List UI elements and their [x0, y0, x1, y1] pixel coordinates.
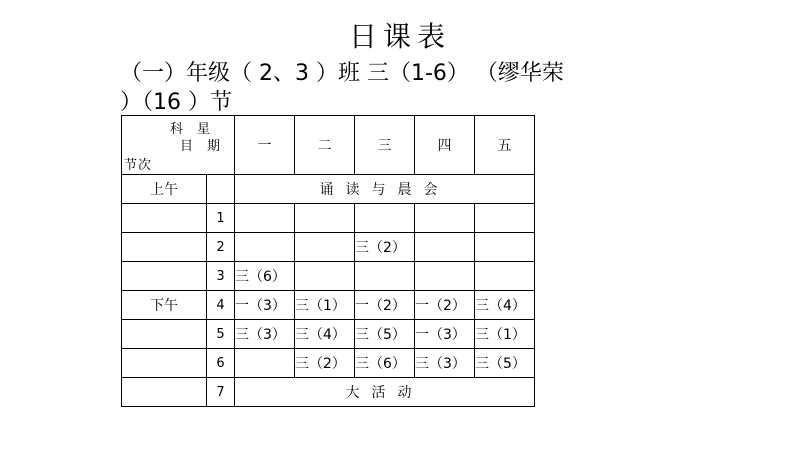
table-row [122, 349, 535, 378]
period-number-cell [207, 175, 235, 204]
class-cell: 三（3） [415, 349, 475, 378]
period-number: 3 [207, 262, 235, 291]
morning-row [122, 175, 535, 204]
class-cell [295, 204, 355, 233]
class-cell: 一（3） [235, 291, 295, 320]
corner-header-cell [122, 116, 235, 175]
section-label [122, 262, 207, 291]
period-number: 2 [207, 233, 235, 262]
day-header-thu: 四 [415, 116, 475, 175]
class-cell: 三（1） [295, 291, 355, 320]
section-label [122, 320, 207, 349]
period-number: 1 [207, 204, 235, 233]
table-row [122, 204, 535, 233]
class-cell [295, 262, 355, 291]
class-cell: 三（2） [295, 349, 355, 378]
class-cell [235, 233, 295, 262]
day-header-fri: 五 [475, 116, 535, 175]
table-row [122, 320, 535, 349]
table-row [122, 262, 535, 291]
section-label [122, 378, 207, 407]
class-cell: 三（3） [235, 320, 295, 349]
section-label [122, 349, 207, 378]
table-row [122, 291, 535, 320]
class-cell: 一（2） [415, 291, 475, 320]
class-cell [415, 204, 475, 233]
section-label [122, 204, 207, 233]
class-cell [235, 349, 295, 378]
corner-label-subject-weekday: 科星 [169, 122, 224, 137]
class-cell: 三（6） [235, 262, 295, 291]
day-header-wed: 三 [355, 116, 415, 175]
day-header-tue: 二 [295, 116, 355, 175]
period-number: 7 [207, 378, 235, 407]
class-cell: 三（4） [295, 320, 355, 349]
class-cell: 三（2） [355, 233, 415, 262]
class-cell [475, 204, 535, 233]
section-label-afternoon: 下午 [122, 291, 207, 320]
section-label [122, 233, 207, 262]
class-cell [475, 233, 535, 262]
header-row [122, 116, 535, 175]
schedule-table [121, 115, 535, 407]
class-cell [415, 262, 475, 291]
class-cell: 三（4） [475, 291, 535, 320]
table-row [122, 233, 535, 262]
class-cell: 一（2） [355, 291, 415, 320]
section-label-morning: 上午 [122, 175, 207, 204]
class-cell: 一（3） [415, 320, 475, 349]
period-number: 6 [207, 349, 235, 378]
day-header-mon: 一 [235, 116, 295, 175]
class-cell [415, 233, 475, 262]
period-number: 5 [207, 320, 235, 349]
class-cell [475, 262, 535, 291]
class-cell [295, 233, 355, 262]
class-cell: 三（5） [475, 349, 535, 378]
class-cell: 三（1） [475, 320, 535, 349]
activity-merged-cell: 大活动 [235, 378, 535, 407]
activity-row [122, 378, 535, 407]
class-cell [355, 262, 415, 291]
corner-label-subject-period: 目期 [179, 139, 234, 154]
class-cell [235, 204, 295, 233]
class-info-line-1: （一）年级（ 2、3 ）班 三（1-6） （缪华荣 [120, 61, 564, 86]
class-info-line-2: ）（16 ）节 [120, 90, 232, 115]
period-number: 4 [207, 291, 235, 320]
morning-merged-cell: 诵读与晨会 [235, 175, 535, 204]
page-title: 日课表 [348, 20, 451, 53]
class-cell [355, 204, 415, 233]
corner-label-period: 节次 [124, 158, 153, 173]
class-cell: 三（5） [355, 320, 415, 349]
class-cell: 三（6） [355, 349, 415, 378]
